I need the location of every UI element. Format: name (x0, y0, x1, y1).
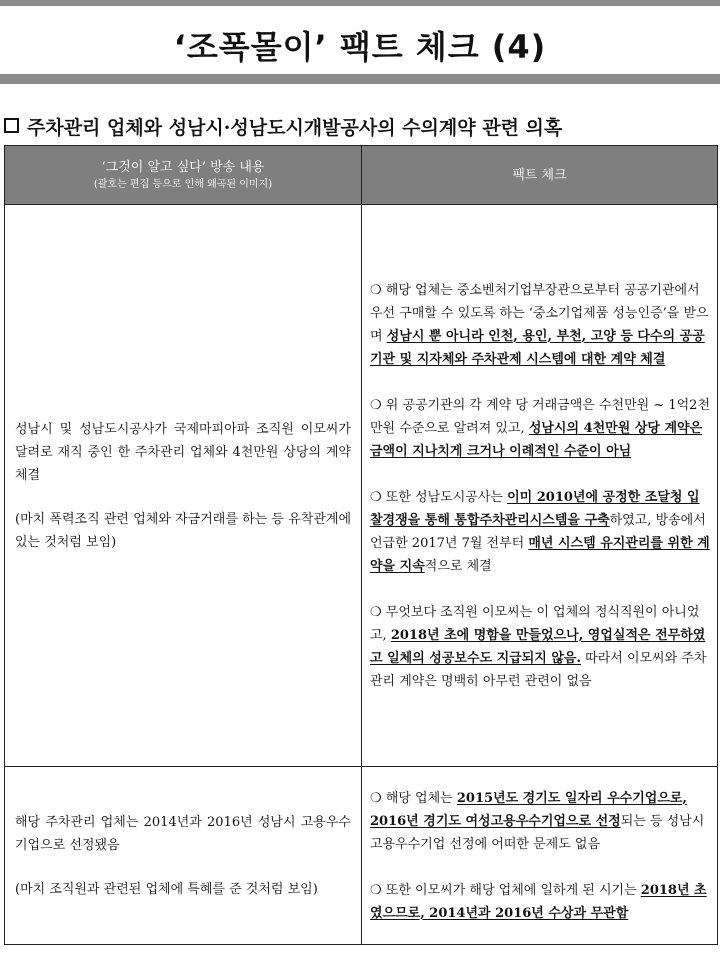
checkbox-square-icon (4, 118, 19, 133)
circle-bullet-icon: ❍ (370, 282, 382, 298)
fact-check-table (4, 145, 718, 945)
fact-item: ❍ 또한 성남도시공사는 이미 2010년에 공정한 조달청 입찰경쟁을 통해 통합주차관리시스템을 구축하였고, 방송에서 언급한 2017년 7월 전부터 매년 시스템 유지관리를 위한 계약을 지속적으로 체결 (370, 489, 710, 574)
section-heading-text: 주차관리 업체와 성남시·성남도시개발공사의 수의계약 관련 의혹 (27, 117, 563, 139)
fact-item: ❍ 또한 이모씨가 해당 업체에 일하게 된 시기는 2018년 초였으므로, 2014년과 2016년 수상과 무관함 (370, 882, 707, 921)
fact-item: ❍ 해당 업체는 2015년도 경기도 일자리 우수기업으로, 2016년 경기도 여성고용우수기업으로 선정되는 등 성남시 고용우수기업 선정에 어떠한 문제도 없음 (370, 790, 705, 852)
table-row (5, 205, 718, 767)
title-top-rule (0, 0, 720, 6)
claim-text: 해당 주차관리 업체는 2014년과 2016년 성남시 고용우수기업으로 선정됐음 (15, 814, 351, 853)
circle-bullet-icon: ❍ (370, 882, 382, 898)
fact-cell (362, 767, 718, 945)
fact-item: ❍ 해당 업체는 중소벤처기업부장관으로부터 공공기관에서 우선 구매할 수 있도록 하는 ‘중소기업제품 성능인증’을 받으며 성남시 뿐 아니라 인천, 용인, 부천, 고양 등 다수의 공공기관 및 지자체와 주차관제 시스템에 대한 계약 체결 (370, 282, 709, 367)
distortion-text: (마치 조직원과 관련된 업체에 특혜를 준 것처럼 보임) (15, 881, 318, 897)
fact-emphasis: 2018년 초에 명함을 만들었으나, 영업실적은 전무하였고 일체의 성공보수도 지급되지 않음. (370, 627, 706, 666)
claim-cell (5, 205, 362, 767)
table-header-row (5, 146, 718, 205)
page-title: ‘조폭몰이’ 팩트 체크 (4) (173, 28, 547, 66)
circle-bullet-icon: ❍ (370, 604, 382, 620)
circle-bullet-icon: ❍ (370, 397, 382, 413)
section-heading (4, 113, 562, 140)
fact-emphasis: 성남시의 4천만원 상당 계약은 금액이 지나치게 크거나 이례적인 수준이 아님 (370, 420, 703, 459)
broadcast-content-header (5, 146, 362, 205)
claim-text: 성남시 및 성남도시공사가 국제마피아파 조직원 이모씨가 달려로 재직 중인 한 주차관리 업체와 4천만원 상당의 계약 체결 (15, 421, 351, 483)
fact-emphasis: 2015년도 경기도 일자리 우수기업으로, 2016년 경기도 여성고용우수기업으로 선정 (370, 790, 687, 829)
broadcast-content-note: (괄호는 편집 등으로 인해 왜곡된 이미지) (93, 178, 273, 190)
fact-item: ❍ 위 공공기관의 각 계약 당 거래금액은 수천만원 ~ 1억2천만원 수준으로 알려져 있고, 성남시의 4천만원 상당 계약은 금액이 지나치게 크거나 이례적인 수준이 아님 (370, 397, 711, 459)
fact-emphasis: 이미 2010년에 공정한 조달청 입찰경쟁을 통해 통합주차관리시스템을 구축 (370, 489, 700, 528)
circle-bullet-icon: ❍ (370, 790, 382, 806)
fact-emphasis: 매년 시스템 유지관리를 위한 계약을 지속 (370, 535, 710, 574)
fact-emphasis: 성남시 뿐 아니라 인천, 용인, 부천, 고양 등 다수의 공공기관 및 지자체와 주차관제 시스템에 대한 계약 체결 (370, 328, 705, 367)
fact-emphasis: 2018년 초였으므로, 2014년과 2016년 수상과 무관함 (370, 882, 707, 921)
fact-check-title: 팩트 체크 (512, 167, 567, 183)
broadcast-content-title: ‘그것이 알고 싶다’ 방송 내용 (101, 159, 265, 175)
claim-cell (5, 767, 362, 945)
fact-item: ❍ 무엇보다 조직원 이모씨는 이 업체의 정식직원이 아니었고, 2018년 초에 명함을 만들었으나, 영업실적은 전무하였고 일체의 성공보수도 지급되지 않음. 따라서 이모씨와 주차관리 계약은 명백히 아무런 관련이 없음 (370, 604, 707, 689)
circle-bullet-icon: ❍ (370, 489, 382, 505)
fact-cell (362, 205, 718, 767)
title-bottom-rule (0, 74, 720, 84)
distortion-text: (마치 폭력조직 관련 업체와 자금거래를 하는 등 유착관계에 있는 것처럼 보임) (15, 511, 351, 550)
table-row (5, 767, 718, 945)
fact-check-header (362, 146, 718, 205)
